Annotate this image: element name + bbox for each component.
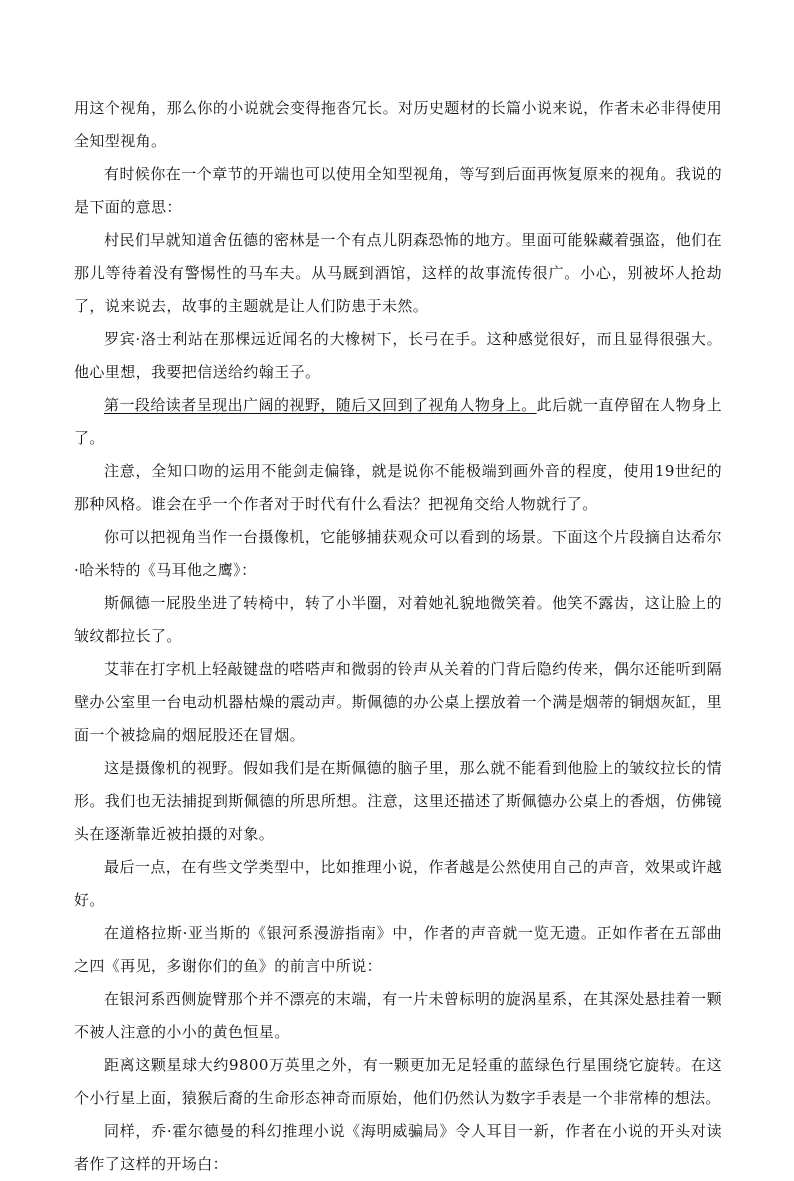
paragraph-14: 距离这颗星球大约9800万英里之外，有一颗更加无足轻重的蓝绿色行星围绕它旋转。在这个小行星上面，猿猴后裔的生命形态神奇而原始，他们仍然认为数字手表是一个非常棒的想法。 — [74, 1056, 722, 1107]
paragraph-15: 同样，乔·霍尔德曼的科幻推理小说《海明威骗局》令人耳目一新，作者在小说的开头对读者作了这样的开场白： — [74, 1122, 722, 1173]
underlined-sentence: 第一段给读者呈现出广阔的视野，随后又回到了视角人物身上。 — [104, 396, 537, 414]
paragraph-10: 这是摄像机的视野。假如我们是在斯佩德的脑子里，那么就不能看到他脸上的皱纹拉长的情形。我们也无法捕捉到斯佩德的所思所想。注意，这里还描述了斯佩德办公桌上的香烟，仿佛镜头在逐渐靠近被拍摄的对象。 — [74, 759, 722, 843]
paragraph-9: 艾菲在打字机上轻敲键盘的嗒嗒声和微弱的铃声从关着的门背后隐约传来，偶尔还能听到隔壁办公室里一台电动机器枯燥的震动声。斯佩德的办公桌上摆放着一个满是烟蒂的铜烟灰缸，里面一个被捻扁的烟屁股还在冒烟。 — [74, 660, 722, 744]
paragraph-6: 注意，全知口吻的运用不能剑走偏锋，就是说你不能极端到画外音的程度，使用19世纪的那种风格。谁会在乎一个作者对于时代有什么看法？把视角交给人物就行了。 — [74, 462, 722, 513]
paragraph-5-rest: 此后就一直停留在人物身上了。 — [74, 396, 723, 447]
paragraph-2: 有时候你在一个章节的开端也可以使用全知型视角，等写到后面再恢复原来的视角。我说的是下面的意思： — [74, 165, 722, 216]
paragraph-8: 斯佩德一屁股坐进了转椅中，转了小半圈，对着她礼貌地微笑着。他笑不露齿，这让脸上的皱纹都拉长了。 — [74, 594, 722, 645]
paragraph-5 — [74, 389, 722, 455]
document-body — [74, 92, 722, 1181]
paragraph-13: 在银河系西侧旋臂那个并不漂亮的末端，有一片未曾标明的旋涡星系，在其深处悬挂着一颗不被人注意的小小的黄色恒星。 — [74, 990, 722, 1041]
paragraph-7: 你可以把视角当作一台摄像机，它能够捕获观众可以看到的场景。下面这个片段摘自达希尔·哈米特的《马耳他之鹰》： — [74, 528, 722, 579]
paragraph-3: 村民们早就知道舍伍德的密林是一个有点儿阴森恐怖的地方。里面可能躲藏着强盗，他们在那儿等待着没有警惕性的马车夫。从马厩到酒馆，这样的故事流传很广。小心，别被坏人抢劫了，说来说去，故事的主题就是让人们防患于未然。 — [74, 231, 722, 315]
paragraph-1: 用这个视角，那么你的小说就会变得拖沓冗长。对历史题材的长篇小说来说，作者未必非得使用全知型视角。 — [74, 99, 722, 150]
paragraph-12: 在道格拉斯·亚当斯的《银河系漫游指南》中，作者的声音就一览无遗。正如作者在五部曲之四《再见，多谢你们的鱼》的前言中所说： — [74, 924, 722, 975]
paragraph-4: 罗宾·洛士利站在那棵远近闻名的大橡树下，长弓在手。这种感觉很好，而且显得很强大。他心里想，我要把信送给约翰王子。 — [74, 330, 722, 381]
paragraph-11: 最后一点，在有些文学类型中，比如推理小说，作者越是公然使用自己的声音，效果或许越好。 — [74, 858, 722, 909]
